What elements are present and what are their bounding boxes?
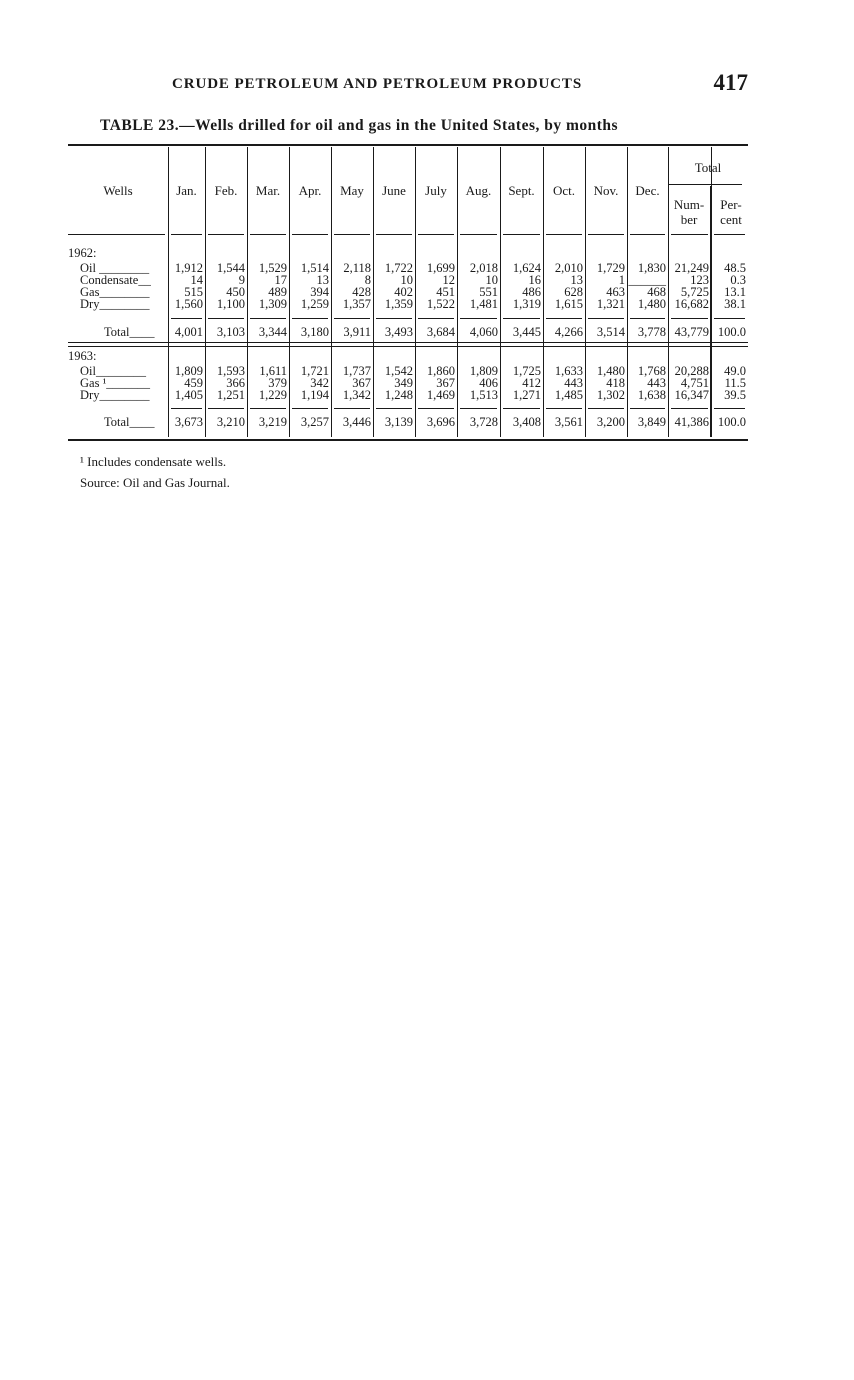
double-rule	[68, 346, 748, 347]
total-cell-jul: 3,696	[426, 415, 455, 429]
cell-jun: 1,542	[384, 364, 413, 378]
cell-apr: 1,194	[300, 388, 329, 402]
total-separator-rule	[171, 408, 202, 409]
cell-sep: 486	[522, 285, 541, 299]
header-bottom-rule	[208, 234, 244, 235]
cell-may: 8	[364, 273, 371, 287]
cell-mar: 1,229	[258, 388, 287, 402]
cell-percent: 11.5	[724, 376, 746, 390]
total-separator-rule	[630, 318, 665, 319]
total-separator-rule	[714, 318, 745, 319]
total-cell-oct: 4,266	[554, 325, 583, 339]
source-note: Source: Oil and Gas Journal.	[80, 475, 230, 490]
row-label: Dry________	[80, 388, 150, 402]
total-separator-rule	[208, 318, 244, 319]
total-separator-rule	[671, 318, 708, 319]
cell-feb: 1,544	[216, 261, 245, 275]
total-separator-rule	[503, 318, 540, 319]
cell-aug: 551	[479, 285, 498, 299]
total-cell-may: 3,911	[343, 325, 371, 339]
cell-nov: 418	[606, 376, 625, 390]
total-separator-rule	[418, 408, 454, 409]
cell-jan: 1,912	[174, 261, 203, 275]
cell-jul: 451	[436, 285, 455, 299]
cell-feb: 1,593	[216, 364, 245, 378]
total-cell-dec: 3,849	[637, 415, 666, 429]
header-bottom-rule	[714, 234, 745, 235]
total-separator-rule	[588, 408, 624, 409]
total-cell-oct: 3,561	[554, 415, 583, 429]
cell-mar: 1,309	[258, 297, 287, 311]
cell-may: 367	[352, 376, 371, 390]
total-cell-number: 43,779	[674, 325, 709, 339]
cell-jan: 515	[184, 285, 203, 299]
header-month-sep: Sept.	[508, 183, 535, 198]
cell-jul: 1,860	[426, 364, 455, 378]
header-bottom-rule	[250, 234, 286, 235]
cell-jul: 1,522	[426, 297, 455, 311]
header-month-aug: Aug.	[465, 183, 492, 198]
header-bottom-rule	[68, 234, 165, 235]
header-bottom-rule	[588, 234, 624, 235]
header-month-may: May	[340, 183, 364, 198]
total-separator-rule	[546, 408, 582, 409]
cell-number: 16,347	[674, 388, 709, 402]
header-month-feb: Feb.	[214, 183, 238, 198]
cell-jun: 349	[394, 376, 413, 390]
cell-jan: 1,405	[174, 388, 203, 402]
cell-apr: 342	[310, 376, 329, 390]
total-separator-rule	[334, 408, 370, 409]
total-separator-rule	[630, 408, 665, 409]
cell-dec: 1,830	[637, 261, 666, 275]
running-head	[172, 70, 748, 98]
total-separator-rule	[714, 408, 745, 409]
cell-dec: 1,768	[637, 364, 666, 378]
cell-sep: 1,271	[512, 388, 541, 402]
cell-nov: 1	[618, 273, 625, 287]
cell-may: 428	[352, 285, 371, 299]
cell-number: 5,725	[680, 285, 709, 299]
cell-may: 1,737	[342, 364, 371, 378]
cell-mar: 17	[274, 273, 287, 287]
cell-sep: 16	[528, 273, 541, 287]
cell-apr: 1,514	[300, 261, 329, 275]
year-label-0: 1962:	[68, 246, 97, 260]
cell-aug: 406	[479, 376, 498, 390]
cell-number: 123	[690, 273, 709, 287]
total-cell-may: 3,446	[342, 415, 371, 429]
header-total: Total	[694, 160, 722, 175]
cell-nov: 1,480	[596, 364, 625, 378]
header-total-number: Num- ber	[673, 197, 705, 227]
cell-percent: 0.3	[730, 273, 746, 287]
total-separator-rule	[460, 408, 497, 409]
total-cell-sep: 3,408	[512, 415, 541, 429]
cell-apr: 394	[310, 285, 329, 299]
header-month-jul: July	[425, 183, 447, 198]
cell-oct: 1,615	[554, 297, 583, 311]
total-separator-rule	[460, 318, 497, 319]
cell-sep: 1,319	[512, 297, 541, 311]
header-month-mar: Mar.	[255, 183, 281, 198]
header-bottom-rule	[546, 234, 582, 235]
total-subhead-rule	[668, 184, 742, 185]
header-total-percent: Per- cent	[720, 197, 742, 227]
header-bottom-rule	[671, 234, 708, 235]
header-wells: Wells	[103, 183, 133, 198]
row-label: Oil________	[80, 364, 146, 378]
total-cell-dec: 3,778	[637, 325, 666, 339]
total-cell-percent: 100.0	[717, 325, 746, 339]
cell-jun: 1,248	[384, 388, 413, 402]
double-rule	[68, 342, 748, 343]
footnote-condensate: ¹ Includes condensate wells.	[80, 454, 227, 469]
total-cell-jan: 4,001	[174, 325, 203, 339]
cell-oct: 443	[564, 376, 583, 390]
cell-oct: 13	[570, 273, 583, 287]
cell-jun: 1,359	[384, 297, 413, 311]
total-cell-number: 41,386	[674, 415, 709, 429]
total-cell-nov: 3,200	[596, 415, 625, 429]
cell-feb: 1,251	[216, 388, 245, 402]
row-label: Gas________	[80, 285, 150, 299]
total-cell-jun: 3,139	[384, 415, 413, 429]
cell-jul: 1,469	[426, 388, 455, 402]
total-cell-sep: 3,445	[512, 325, 541, 339]
header-month-nov: Nov.	[593, 183, 619, 198]
running-head-title: CRUDE PETROLEUM AND PETROLEUM PRODUCTS	[172, 76, 583, 92]
header-month-jun: June	[382, 183, 406, 198]
table-title: TABLE 23.—Wells drilled for oil and gas in the United States, by months	[100, 117, 619, 134]
cell-dec: 1,480	[637, 297, 666, 311]
total-separator-rule	[250, 408, 286, 409]
row-label: Dry________	[80, 297, 150, 311]
row-label: Condensate__	[80, 273, 151, 287]
total-separator-rule	[334, 318, 370, 319]
cell-aug: 1,513	[469, 388, 498, 402]
total-cell-jul: 3,684	[426, 325, 455, 339]
total-separator-rule	[588, 318, 624, 319]
total-separator-rule	[250, 318, 286, 319]
cell-jun: 1,722	[384, 261, 413, 275]
cell-feb: 1,100	[216, 297, 245, 311]
cell-apr: 13	[316, 273, 329, 287]
total-cell-apr: 3,180	[300, 325, 329, 339]
cell-number: 20,288	[674, 364, 709, 378]
cell-may: 1,357	[342, 297, 371, 311]
cell-may: 1,342	[342, 388, 371, 402]
total-cell-aug: 3,728	[469, 415, 498, 429]
total-cell-nov: 3,514	[596, 325, 625, 339]
cell-percent: 39.5	[724, 388, 746, 402]
header-bottom-rule	[503, 234, 540, 235]
header-bottom-rule	[171, 234, 202, 235]
cell-aug: 1,809	[469, 364, 498, 378]
cell-jan: 14	[190, 273, 203, 287]
cell-mar: 1,529	[258, 261, 287, 275]
cell-aug: 1,481	[469, 297, 498, 311]
cell-percent: 48.5	[724, 261, 746, 275]
total-separator-rule	[503, 408, 540, 409]
cell-mar: 1,611	[259, 364, 287, 378]
total-cell-jun: 3,493	[384, 325, 413, 339]
year-label-1: 1963:	[68, 349, 97, 363]
total-cell-feb: 3,210	[216, 415, 245, 429]
total-cell-percent: 100.0	[717, 415, 746, 429]
cell-dec: 1,638	[637, 388, 666, 402]
cell-jul: 1,699	[426, 261, 455, 275]
cell-mar: 379	[268, 376, 287, 390]
cell-number: 16,682	[674, 297, 709, 311]
cell-number: 21,249	[674, 261, 709, 275]
cell-jul: 367	[436, 376, 455, 390]
cell-oct: 1,633	[554, 364, 583, 378]
cell-jan: 1,560	[174, 297, 203, 311]
cell-percent: 49.0	[724, 364, 746, 378]
total-cell-mar: 3,219	[258, 415, 287, 429]
total-cell-mar: 3,344	[258, 325, 287, 339]
header-bottom-rule	[630, 234, 665, 235]
cell-jul: 12	[442, 273, 455, 287]
total-separator-rule	[376, 318, 412, 319]
page-number: 417	[713, 70, 748, 95]
header-bottom-rule	[460, 234, 497, 235]
cell-feb: 9	[238, 273, 245, 287]
total-row-label: Total____	[104, 415, 155, 429]
cell-apr: 1,721	[300, 364, 329, 378]
total-cell-apr: 3,257	[300, 415, 329, 429]
cell-aug: 2,018	[469, 261, 498, 275]
total-separator-rule	[171, 318, 202, 319]
total-separator-rule	[418, 318, 454, 319]
cell-oct: 1,485	[554, 388, 583, 402]
cell-sep: 412	[522, 376, 541, 390]
cell-jan: 459	[184, 376, 203, 390]
row-label: Gas ¹_______	[80, 376, 151, 390]
header-bottom-rule	[292, 234, 328, 235]
cell-percent: 38.1	[724, 297, 746, 311]
cell-nov: 1,321	[596, 297, 625, 311]
cell-nov: 1,729	[596, 261, 625, 275]
row-label: Oil ________	[80, 261, 150, 275]
total-cell-aug: 4,060	[469, 325, 498, 339]
cell-oct: 2,010	[554, 261, 583, 275]
cell-sep: 1,725	[512, 364, 541, 378]
total-separator-rule	[292, 408, 328, 409]
cell-sep: 1,624	[512, 261, 541, 275]
header-month-apr: Apr.	[298, 183, 322, 198]
table-top-rule	[68, 144, 748, 146]
total-separator-rule	[376, 408, 412, 409]
header-bottom-rule	[376, 234, 412, 235]
cell-feb: 366	[226, 376, 245, 390]
header-month-jan: Jan.	[176, 183, 197, 198]
cell-may: 2,118	[343, 261, 371, 275]
total-separator-rule	[546, 318, 582, 319]
cell-dec: 468	[647, 285, 666, 299]
total-cell-jan: 3,673	[174, 415, 203, 429]
cell-number: 4,751	[680, 376, 709, 390]
header-bottom-rule	[334, 234, 370, 235]
cell-feb: 450	[226, 285, 245, 299]
cell-dec: 443	[647, 376, 666, 390]
cell-jun: 402	[394, 285, 413, 299]
total-separator-rule	[671, 408, 708, 409]
table-bottom-rule	[68, 439, 748, 441]
cell-dec: ______	[628, 273, 666, 287]
total-separator-rule	[292, 318, 328, 319]
header-month-oct: Oct.	[552, 183, 576, 198]
total-row-label: Total____	[104, 325, 155, 339]
cell-percent: 13.1	[724, 285, 746, 299]
header-month-dec: Dec.	[635, 183, 660, 198]
cell-mar: 489	[268, 285, 287, 299]
cell-aug: 10	[485, 273, 498, 287]
cell-nov: 463	[606, 285, 625, 299]
cell-nov: 1,302	[596, 388, 625, 402]
header-bottom-rule	[418, 234, 454, 235]
cell-jan: 1,809	[174, 364, 203, 378]
total-separator-rule	[208, 408, 244, 409]
cell-jun: 10	[400, 273, 413, 287]
total-cell-feb: 3,103	[216, 325, 245, 339]
cell-oct: 628	[564, 285, 583, 299]
cell-apr: 1,259	[300, 297, 329, 311]
